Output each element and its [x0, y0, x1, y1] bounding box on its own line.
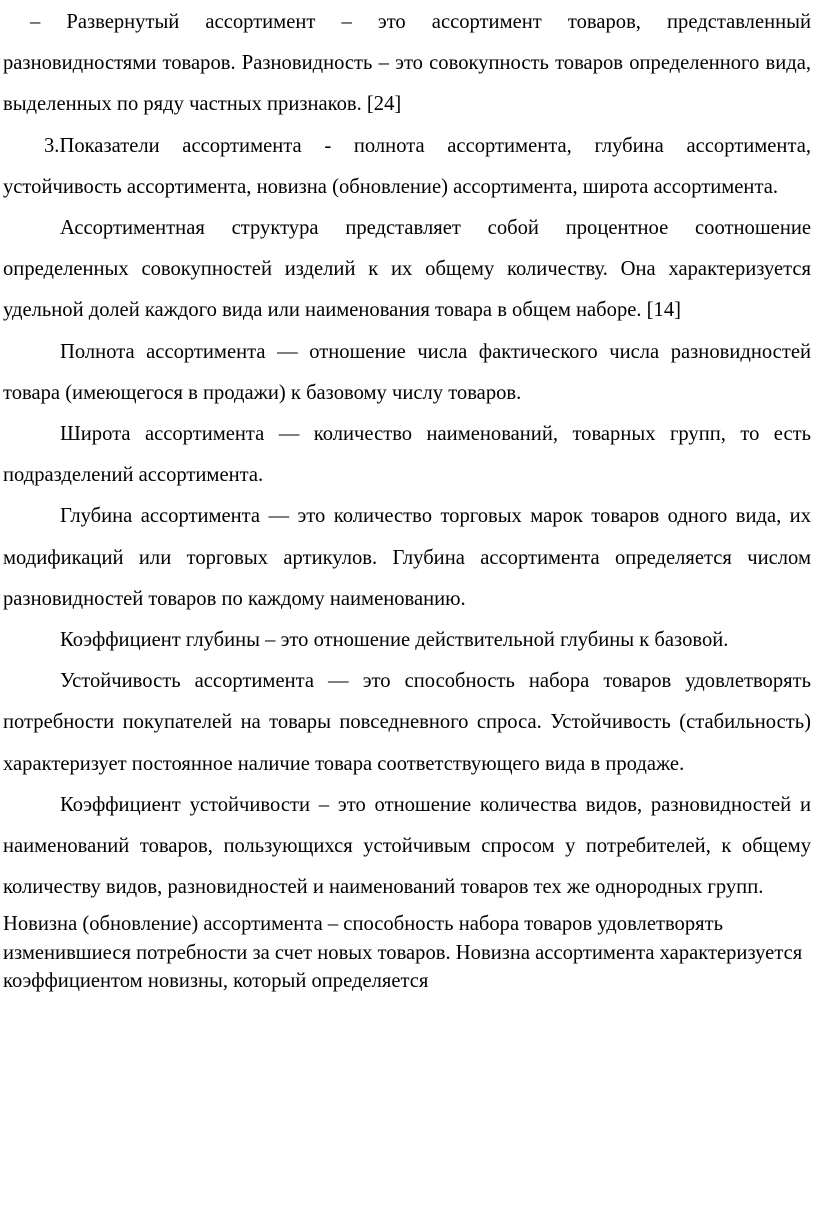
- paragraph-assortment-indicators: 3.Показатели ассортимента - полнота ассортимента, глубина ассортимента, устойчивость ассортимента, новизна (обновление) ассортимента, широта ассортимента.: [3, 134, 811, 198]
- paragraph-novelty: Новизна (обновление) ассортимента – способность набора товаров удовлетворять изменившиеся потребности за счет новых товаров. Новизна ассортимента характеризуется коэффициентом новизны, который определяется: [3, 913, 803, 993]
- paragraph-expanded-assortment: – Развернутый ассортимент – это ассортимент товаров, представленный разновидностями товаров. Разновидность – это совокупность товаров определенного вида, выделенных по ряду частных признаков. [24]: [3, 11, 811, 116]
- paragraph-depth: Глубина ассортимента — это количество торговых марок товаров одного вида, их модификаций или торговых артикулов. Глубина ассортимента определяется числом разновидностей товаров по каждому наименованию.: [3, 505, 811, 610]
- paragraph-depth-coefficient: Коэффициент глубины – это отношение действительной глубины к базовой.: [60, 629, 729, 652]
- paragraph-stability: Устойчивость ассортимента — это способность набора товаров удовлетворять потребности покупателей на товары повседневного спроса. Устойчивость (стабильность) характеризует постоянное наличие товара соответствующего вида в продаже.: [3, 670, 811, 775]
- paragraph-width: Широта ассортимента — количество наименований, товарных групп, то есть подразделений ассортимента.: [3, 423, 811, 487]
- paragraph-assortment-structure: Ассортиментная структура представляет собой процентное соотношение определенных совокупностей изделий к их общему количеству. Она характеризуется удельной долей каждого вида или наименования товара в общем наборе. [14]: [3, 217, 811, 322]
- paragraph-stability-coefficient: Коэффициент устойчивости – это отношение количества видов, разновидностей и наименований товаров, пользующихся устойчивым спросом у потребителей, к общему количеству видов, разновидностей и наименований товаров тех же однородных групп.: [3, 793, 811, 899]
- paragraph-completeness: Полнота ассортимента — отношение числа фактического числа разновидностей товара (имеющегося в продажи) к базовому числу товаров.: [3, 340, 811, 404]
